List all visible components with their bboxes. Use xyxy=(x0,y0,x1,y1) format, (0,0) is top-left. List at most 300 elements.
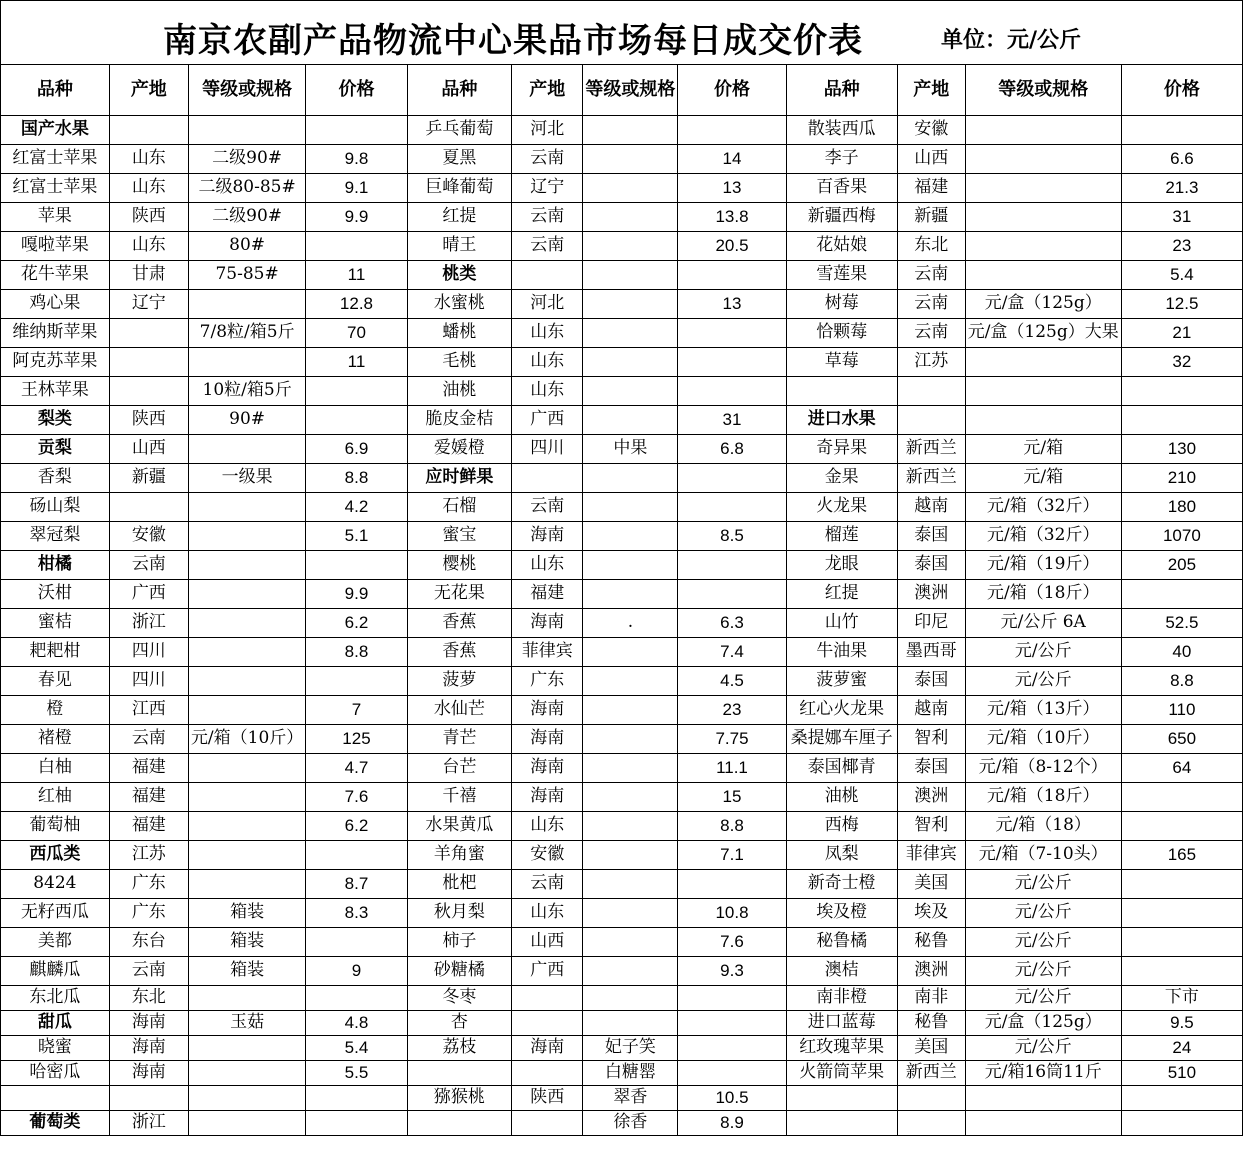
cell-grade: 元/箱（18斤） xyxy=(965,783,1121,812)
cell-origin: 澳洲 xyxy=(897,957,965,986)
table-row xyxy=(1,899,1243,928)
cell-price: 40 xyxy=(1121,638,1242,667)
cell-variety: 枇杷 xyxy=(407,870,511,899)
cell-price xyxy=(306,551,407,580)
cell-price: 下市 xyxy=(1121,986,1242,1011)
table-row xyxy=(1,203,1243,232)
cell-variety: 澳桔 xyxy=(786,957,897,986)
cell-price: 21 xyxy=(1121,319,1242,348)
cell-grade xyxy=(188,290,305,319)
cell-grade xyxy=(583,493,678,522)
cell-origin: 越南 xyxy=(897,696,965,725)
cell-origin: 山东 xyxy=(512,377,583,406)
cell-origin: 新西兰 xyxy=(897,435,965,464)
cell-grade: 元/箱（13斤） xyxy=(965,696,1121,725)
cell-origin xyxy=(512,986,583,1011)
cell-price xyxy=(1121,957,1242,986)
table-row xyxy=(1,812,1243,841)
cell-variety xyxy=(1,1086,110,1111)
cell-variety: 百香果 xyxy=(786,174,897,203)
header-origin: 产地 xyxy=(512,65,583,116)
cell-variety: 千禧 xyxy=(407,783,511,812)
cell-price: 11 xyxy=(306,261,407,290)
cell-variety: 荔枝 xyxy=(407,1036,511,1061)
cell-origin: 菲律宾 xyxy=(512,638,583,667)
cell-grade: 箱装 xyxy=(188,957,305,986)
table-row xyxy=(1,1061,1243,1086)
cell-grade xyxy=(583,957,678,986)
cell-variety: 蜜宝 xyxy=(407,522,511,551)
cell-variety: 乒乓葡萄 xyxy=(407,116,511,145)
cell-origin xyxy=(512,1111,583,1136)
cell-origin: 云南 xyxy=(897,261,965,290)
cell-variety: 甜瓜 xyxy=(1,1011,110,1036)
unit-label: 单位：元/公斤 xyxy=(941,28,1082,53)
cell-origin: 新疆 xyxy=(109,464,188,493)
cell-variety: 晴王 xyxy=(407,232,511,261)
cell-origin: 福建 xyxy=(109,754,188,783)
cell-variety: 国产水果 xyxy=(1,116,110,145)
cell-origin: 海南 xyxy=(512,522,583,551)
cell-price xyxy=(678,551,786,580)
cell-variety: 脆皮金桔 xyxy=(407,406,511,435)
cell-price xyxy=(1121,899,1242,928)
cell-grade xyxy=(583,986,678,1011)
cell-variety: 夏黑 xyxy=(407,145,511,174)
cell-origin: 海南 xyxy=(109,1036,188,1061)
header-origin: 产地 xyxy=(109,65,188,116)
cell-grade xyxy=(583,522,678,551)
cell-price: 4.7 xyxy=(306,754,407,783)
cell-price: 24 xyxy=(1121,1036,1242,1061)
table-row xyxy=(1,116,1243,145)
cell-price xyxy=(306,667,407,696)
cell-variety: 秘鲁橘 xyxy=(786,928,897,957)
header-price: 价格 xyxy=(1121,65,1242,116)
cell-origin: 河北 xyxy=(512,290,583,319)
cell-variety: 水仙芒 xyxy=(407,696,511,725)
cell-origin: 云南 xyxy=(512,145,583,174)
cell-price: 7.6 xyxy=(678,928,786,957)
header-origin: 产地 xyxy=(897,65,965,116)
table-row xyxy=(1,145,1243,174)
cell-origin: 河北 xyxy=(512,116,583,145)
cell-grade xyxy=(965,406,1121,435)
cell-grade xyxy=(188,638,305,667)
cell-price: 7.1 xyxy=(678,841,786,870)
cell-variety: 红提 xyxy=(786,580,897,609)
cell-origin: 云南 xyxy=(897,290,965,319)
cell-grade xyxy=(188,696,305,725)
cell-variety: 西梅 xyxy=(786,812,897,841)
cell-origin: 云南 xyxy=(109,957,188,986)
cell-price: 650 xyxy=(1121,725,1242,754)
cell-variety: 鸡心果 xyxy=(1,290,110,319)
header-variety: 品种 xyxy=(1,65,110,116)
cell-grade: 元/公斤 xyxy=(965,899,1121,928)
cell-grade xyxy=(188,522,305,551)
cell-origin: 陕西 xyxy=(512,1086,583,1111)
cell-price: 8.5 xyxy=(678,522,786,551)
cell-variety: 蟠桃 xyxy=(407,319,511,348)
table-row xyxy=(1,725,1243,754)
cell-origin: 智利 xyxy=(897,812,965,841)
cell-price: 31 xyxy=(678,406,786,435)
cell-grade: 二级80-85# xyxy=(188,174,305,203)
cell-variety: 沃柑 xyxy=(1,580,110,609)
cell-origin: 泰国 xyxy=(897,551,965,580)
cell-variety: 苹果 xyxy=(1,203,110,232)
cell-price: 5.5 xyxy=(306,1061,407,1086)
cell-price: 9.1 xyxy=(306,174,407,203)
cell-grade: 白糖罂 xyxy=(583,1061,678,1086)
cell-price xyxy=(1121,406,1242,435)
cell-grade: 元/箱16筒11斤 xyxy=(965,1061,1121,1086)
cell-origin: 菲律宾 xyxy=(897,841,965,870)
cell-origin: 印尼 xyxy=(897,609,965,638)
cell-origin: 泰国 xyxy=(897,754,965,783)
cell-grade: 10粒/箱5斤 xyxy=(188,377,305,406)
cell-grade xyxy=(188,870,305,899)
cell-grade xyxy=(965,232,1121,261)
cell-price xyxy=(1121,1111,1242,1136)
cell-price: 6.3 xyxy=(678,609,786,638)
cell-variety: 进口水果 xyxy=(786,406,897,435)
cell-grade: 箱装 xyxy=(188,928,305,957)
cell-price xyxy=(306,116,407,145)
cell-grade xyxy=(583,174,678,203)
cell-variety: 羊角蜜 xyxy=(407,841,511,870)
cell-variety: 晓蜜 xyxy=(1,1036,110,1061)
cell-price: 9.3 xyxy=(678,957,786,986)
table-row xyxy=(1,928,1243,957)
cell-grade xyxy=(965,174,1121,203)
cell-origin: 泰国 xyxy=(897,667,965,696)
cell-grade xyxy=(583,406,678,435)
cell-grade xyxy=(583,551,678,580)
cell-origin: 福建 xyxy=(109,783,188,812)
cell-grade: 玉菇 xyxy=(188,1011,305,1036)
table-row xyxy=(1,174,1243,203)
cell-price: 9.5 xyxy=(1121,1011,1242,1036)
cell-price xyxy=(678,348,786,377)
table-row xyxy=(1,580,1243,609)
cell-variety: 维纳斯苹果 xyxy=(1,319,110,348)
cell-price: 180 xyxy=(1121,493,1242,522)
cell-origin: 山东 xyxy=(512,319,583,348)
cell-price: 8.9 xyxy=(678,1111,786,1136)
cell-grade xyxy=(188,435,305,464)
table-row xyxy=(1,957,1243,986)
cell-grade xyxy=(583,696,678,725)
cell-grade: 箱装 xyxy=(188,899,305,928)
cell-grade xyxy=(583,377,678,406)
cell-grade: 二级90# xyxy=(188,203,305,232)
table-row xyxy=(1,319,1243,348)
cell-price: 6.6 xyxy=(1121,145,1242,174)
cell-variety: 秋月梨 xyxy=(407,899,511,928)
cell-grade xyxy=(188,609,305,638)
title-bar xyxy=(0,0,1243,64)
cell-origin xyxy=(109,1086,188,1111)
cell-origin: 广西 xyxy=(512,957,583,986)
cell-grade xyxy=(583,261,678,290)
cell-origin: 广东 xyxy=(109,870,188,899)
cell-variety: 春见 xyxy=(1,667,110,696)
cell-grade xyxy=(965,1086,1121,1111)
cell-origin: 海南 xyxy=(512,754,583,783)
cell-variety xyxy=(407,1111,511,1136)
cell-variety: 散装西瓜 xyxy=(786,116,897,145)
cell-origin xyxy=(512,1011,583,1036)
cell-grade: 75-85# xyxy=(188,261,305,290)
cell-price xyxy=(1121,812,1242,841)
cell-price: 32 xyxy=(1121,348,1242,377)
cell-price: 23 xyxy=(1121,232,1242,261)
table-row xyxy=(1,551,1243,580)
page-title: 南京农副产品物流中心果品市场每日成交价表 xyxy=(163,21,863,61)
cell-origin: 福建 xyxy=(512,580,583,609)
cell-variety: 火龙果 xyxy=(786,493,897,522)
table-row xyxy=(1,493,1243,522)
cell-variety: 新疆西梅 xyxy=(786,203,897,232)
cell-variety: 埃及橙 xyxy=(786,899,897,928)
cell-origin: 云南 xyxy=(512,203,583,232)
cell-origin: 云南 xyxy=(512,870,583,899)
cell-price: 510 xyxy=(1121,1061,1242,1086)
cell-origin xyxy=(109,319,188,348)
cell-grade xyxy=(188,1111,305,1136)
cell-grade xyxy=(583,319,678,348)
cell-price xyxy=(1121,783,1242,812)
cell-grade: 元/箱（19斤） xyxy=(965,551,1121,580)
cell-grade: 元/公斤 xyxy=(965,870,1121,899)
cell-grade xyxy=(965,145,1121,174)
cell-variety: 凤梨 xyxy=(786,841,897,870)
cell-grade xyxy=(965,1111,1121,1136)
header-variety: 品种 xyxy=(407,65,511,116)
cell-grade xyxy=(188,812,305,841)
cell-grade: 元/箱（10斤） xyxy=(188,725,305,754)
cell-variety: 红心火龙果 xyxy=(786,696,897,725)
cell-variety: 石榴 xyxy=(407,493,511,522)
cell-origin: 四川 xyxy=(109,638,188,667)
cell-grade: . xyxy=(583,609,678,638)
cell-price: 8.8 xyxy=(678,812,786,841)
cell-variety: 白柚 xyxy=(1,754,110,783)
cell-origin: 广东 xyxy=(512,667,583,696)
cell-grade: 90# xyxy=(188,406,305,435)
cell-origin: 福建 xyxy=(109,812,188,841)
cell-variety: 毛桃 xyxy=(407,348,511,377)
cell-variety: 桃类 xyxy=(407,261,511,290)
cell-variety: 应时鲜果 xyxy=(407,464,511,493)
cell-price: 205 xyxy=(1121,551,1242,580)
cell-grade: 元/公斤 xyxy=(965,957,1121,986)
cell-origin: 美国 xyxy=(897,1036,965,1061)
cell-origin: 浙江 xyxy=(109,1111,188,1136)
cell-variety: 葡萄柚 xyxy=(1,812,110,841)
cell-price xyxy=(678,1011,786,1036)
cell-origin: 广西 xyxy=(109,580,188,609)
cell-grade: 元/盒（125g）大果 xyxy=(965,319,1121,348)
cell-grade xyxy=(188,1036,305,1061)
cell-price xyxy=(678,319,786,348)
cell-origin: 东北 xyxy=(109,986,188,1011)
cell-origin: 智利 xyxy=(897,725,965,754)
cell-variety xyxy=(407,1061,511,1086)
cell-origin: 山西 xyxy=(897,145,965,174)
cell-grade xyxy=(188,667,305,696)
cell-variety: 巨峰葡萄 xyxy=(407,174,511,203)
cell-price: 31 xyxy=(1121,203,1242,232)
table-row xyxy=(1,754,1243,783)
cell-price: 6.9 xyxy=(306,435,407,464)
cell-price: 125 xyxy=(306,725,407,754)
cell-grade xyxy=(188,580,305,609)
table-row xyxy=(1,667,1243,696)
cell-variety: 泰国椰青 xyxy=(786,754,897,783)
cell-variety: 雪莲果 xyxy=(786,261,897,290)
cell-variety: 山竹 xyxy=(786,609,897,638)
cell-variety: 菠萝 xyxy=(407,667,511,696)
cell-origin: 山东 xyxy=(109,232,188,261)
cell-price: 5.4 xyxy=(306,1036,407,1061)
cell-variety: 树莓 xyxy=(786,290,897,319)
cell-variety: 东北瓜 xyxy=(1,986,110,1011)
cell-variety: 梨类 xyxy=(1,406,110,435)
cell-origin xyxy=(109,377,188,406)
cell-grade xyxy=(583,290,678,319)
cell-price: 5.4 xyxy=(1121,261,1242,290)
cell-variety: 龙眼 xyxy=(786,551,897,580)
cell-price: 12.5 xyxy=(1121,290,1242,319)
cell-origin: 山东 xyxy=(109,145,188,174)
cell-origin: 美国 xyxy=(897,870,965,899)
cell-origin: 泰国 xyxy=(897,522,965,551)
cell-price: 1070 xyxy=(1121,522,1242,551)
cell-variety: 桑提娜车厘子 xyxy=(786,725,897,754)
cell-variety: 葡萄类 xyxy=(1,1111,110,1136)
cell-variety: 冬枣 xyxy=(407,986,511,1011)
cell-grade xyxy=(188,841,305,870)
cell-grade: 元/箱（7-10头） xyxy=(965,841,1121,870)
cell-price xyxy=(678,116,786,145)
cell-origin: 广西 xyxy=(512,406,583,435)
cell-variety xyxy=(786,377,897,406)
cell-grade xyxy=(188,493,305,522)
cell-price: 7.4 xyxy=(678,638,786,667)
cell-origin: 浙江 xyxy=(109,609,188,638)
cell-grade: 一级果 xyxy=(188,464,305,493)
cell-grade xyxy=(188,551,305,580)
cell-price xyxy=(306,1111,407,1136)
table-row xyxy=(1,1011,1243,1036)
table-row xyxy=(1,522,1243,551)
cell-variety xyxy=(786,1086,897,1111)
cell-grade xyxy=(188,348,305,377)
cell-variety: 金果 xyxy=(786,464,897,493)
cell-origin: 云南 xyxy=(109,551,188,580)
cell-origin: 云南 xyxy=(512,232,583,261)
cell-origin: 山东 xyxy=(512,551,583,580)
cell-variety: 香蕉 xyxy=(407,638,511,667)
cell-variety: 无花果 xyxy=(407,580,511,609)
cell-origin xyxy=(897,1111,965,1136)
cell-origin: 云南 xyxy=(897,319,965,348)
cell-price: 7.75 xyxy=(678,725,786,754)
cell-variety: 砀山梨 xyxy=(1,493,110,522)
cell-origin: 福建 xyxy=(897,174,965,203)
cell-price xyxy=(306,841,407,870)
cell-grade: 80# xyxy=(188,232,305,261)
cell-origin: 海南 xyxy=(512,609,583,638)
header-price: 价格 xyxy=(678,65,786,116)
cell-price: 9.8 xyxy=(306,145,407,174)
cell-grade: 元/公斤 xyxy=(965,638,1121,667)
cell-variety: 新奇士橙 xyxy=(786,870,897,899)
cell-variety: 榴莲 xyxy=(786,522,897,551)
cell-price: 9 xyxy=(306,957,407,986)
cell-origin: 山西 xyxy=(512,928,583,957)
table-row xyxy=(1,290,1243,319)
cell-grade xyxy=(583,203,678,232)
price-table xyxy=(0,64,1243,1136)
cell-variety: 无籽西瓜 xyxy=(1,899,110,928)
table-row xyxy=(1,232,1243,261)
cell-origin xyxy=(512,1061,583,1086)
cell-price xyxy=(1121,580,1242,609)
cell-grade: 元/公斤 xyxy=(965,928,1121,957)
cell-origin xyxy=(897,1086,965,1111)
cell-price: 4.8 xyxy=(306,1011,407,1036)
cell-grade xyxy=(583,348,678,377)
table-row xyxy=(1,464,1243,493)
cell-grade xyxy=(965,116,1121,145)
cell-price: 23 xyxy=(678,696,786,725)
table-row xyxy=(1,377,1243,406)
cell-price: 10.8 xyxy=(678,899,786,928)
cell-grade xyxy=(583,754,678,783)
cell-origin: 秘鲁 xyxy=(897,1011,965,1036)
cell-origin: 新西兰 xyxy=(897,1061,965,1086)
cell-grade: 元/箱 xyxy=(965,435,1121,464)
cell-price xyxy=(306,406,407,435)
cell-grade xyxy=(188,116,305,145)
table-row xyxy=(1,841,1243,870)
cell-price xyxy=(1121,1086,1242,1111)
cell-variety: 李子 xyxy=(786,145,897,174)
cell-grade xyxy=(583,116,678,145)
cell-price: 10.5 xyxy=(678,1086,786,1111)
cell-price: 20.5 xyxy=(678,232,786,261)
cell-variety: 南非橙 xyxy=(786,986,897,1011)
cell-variety: 恰颗莓 xyxy=(786,319,897,348)
cell-variety: 杏 xyxy=(407,1011,511,1036)
cell-grade: 二级90# xyxy=(188,145,305,174)
cell-price xyxy=(1121,116,1242,145)
cell-grade: 元/公斤 6A xyxy=(965,609,1121,638)
cell-variety: 红柚 xyxy=(1,783,110,812)
cell-origin: 陕西 xyxy=(109,406,188,435)
cell-origin: 安徽 xyxy=(897,116,965,145)
cell-grade xyxy=(583,928,678,957)
cell-variety: 耙耙柑 xyxy=(1,638,110,667)
cell-price: 8.7 xyxy=(306,870,407,899)
cell-price: 6.8 xyxy=(678,435,786,464)
cell-price: 4.2 xyxy=(306,493,407,522)
cell-price: 6.2 xyxy=(306,609,407,638)
